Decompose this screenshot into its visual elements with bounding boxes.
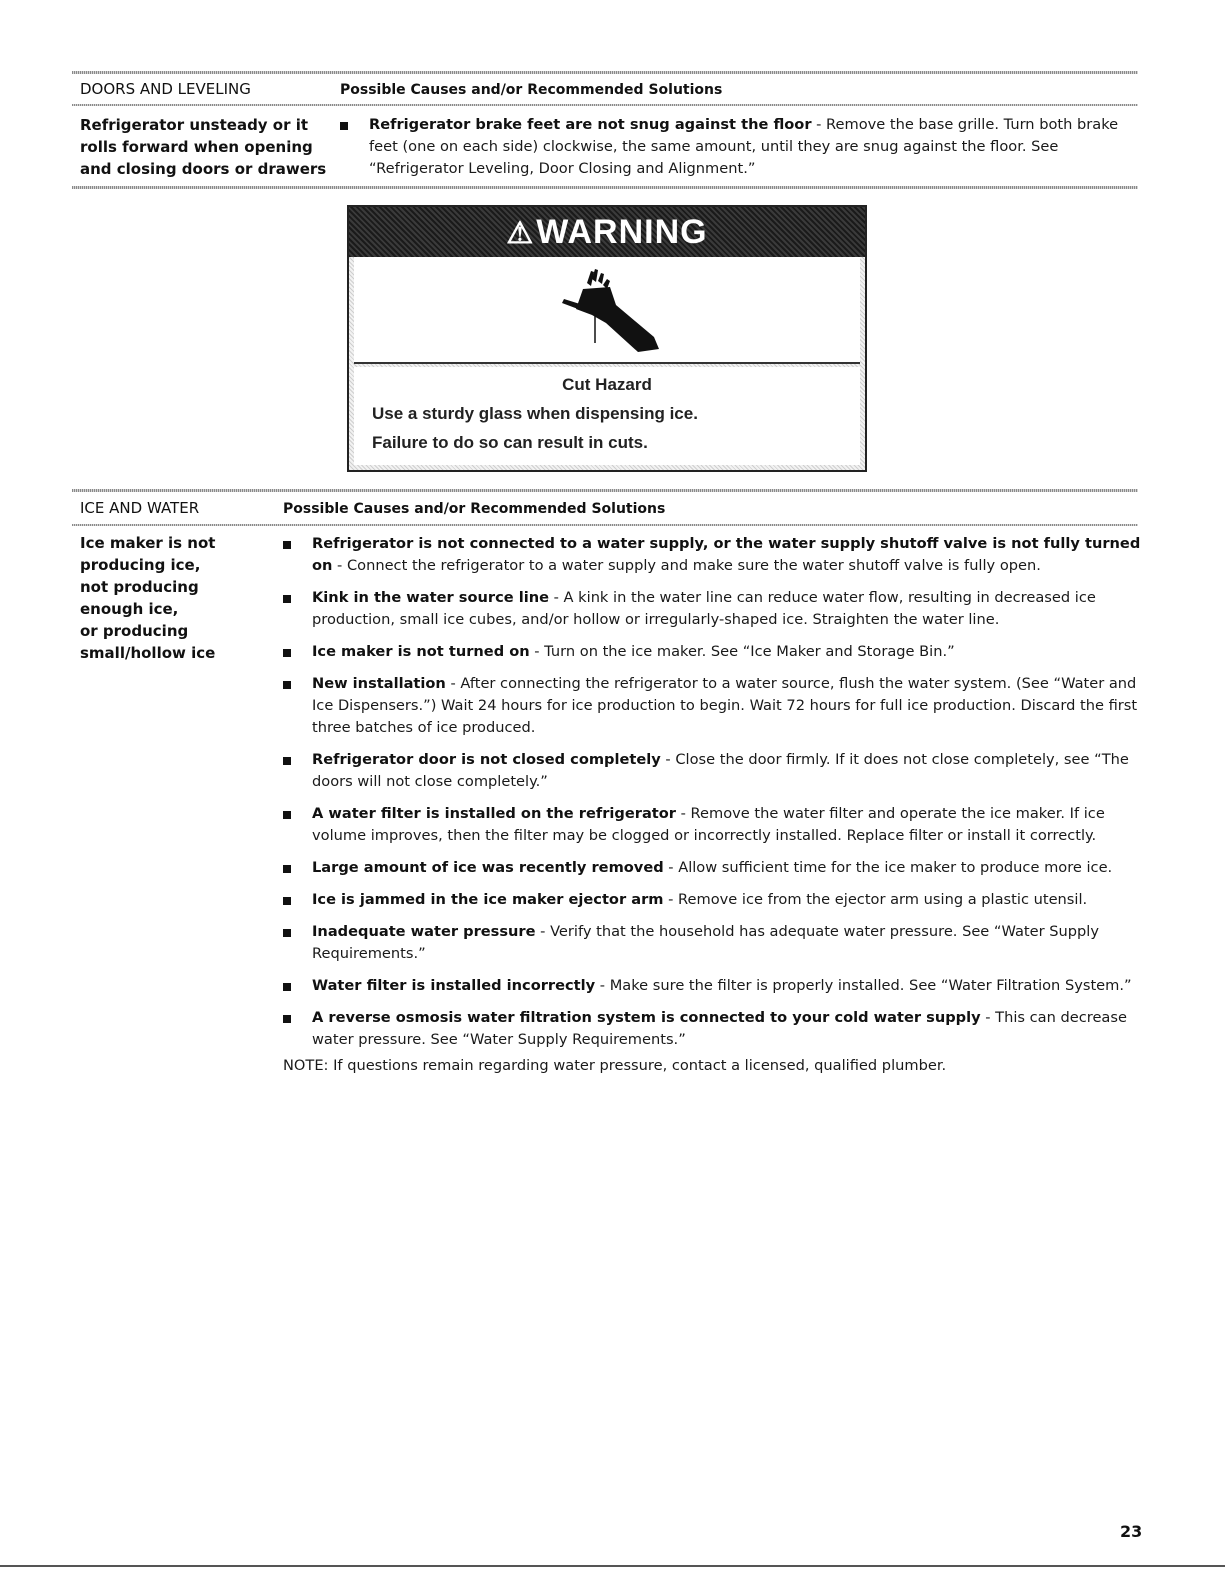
bullet-icon: [283, 929, 291, 937]
causes-heading: Possible Causes and/or Recommended Solutions: [283, 501, 666, 517]
cause-title: Refrigerator is not connected to a water supply, or the water supply shutoff valve is not fully turned on: [312, 535, 1141, 574]
cut-hand-icon: [354, 257, 860, 362]
section-heading-ice: ICE AND WATER: [80, 499, 200, 517]
warning-box: [347, 205, 867, 472]
header-rule: [72, 524, 1138, 526]
list-item: [283, 857, 1148, 879]
symptom-line: or producing: [80, 622, 189, 640]
bullet-icon: [283, 1015, 291, 1023]
symptom-doors: [80, 114, 330, 180]
solutions-list-doors: [340, 114, 1140, 180]
symptom-line: enough ice,: [80, 600, 179, 618]
cause-title: New installation: [312, 675, 446, 692]
warning-triangle-icon: ⚠: [506, 217, 535, 250]
cause-text: - Connect the refrigerator to a water supply and make sure the water shutoff valve is fully open.: [332, 557, 1041, 574]
note-text: If questions remain regarding water pressure, contact a licensed, qualified plumber.: [328, 1057, 947, 1074]
cause-text: - A kink in the water line can reduce water flow, resulting in decreased ice production, small ice cubes, and/or hollow or irregularly-shaped ice. Straighten the water line.: [312, 589, 1096, 628]
cause-title: Ice maker is not turned on: [312, 643, 530, 660]
symptom-line: producing ice,: [80, 556, 201, 574]
causes-heading: Possible Causes and/or Recommended Solutions: [340, 82, 723, 98]
bullet-icon: [283, 865, 291, 873]
cause-text: - Close the door firmly. If it does not close completely, see “The doors will not close completely.”: [312, 751, 1129, 790]
list-item: [283, 533, 1148, 577]
list-item: [283, 889, 1148, 911]
page-number: 23: [1120, 1522, 1143, 1541]
section-heading-doors: DOORS AND LEVELING: [80, 80, 251, 98]
bullet-icon: [283, 649, 291, 657]
symptom-line: not producing: [80, 578, 199, 596]
cause-text: - Make sure the filter is properly installed. See “Water Filtration System.”: [595, 977, 1132, 994]
symptom-line: Ice maker is not: [80, 534, 216, 552]
cause-text: - Remove ice from the ejector arm using a plastic utensil.: [663, 891, 1088, 908]
cause-title: Water filter is installed incorrectly: [312, 977, 596, 994]
cause-text: - Turn on the ice maker. See “Ice Maker and Storage Bin.”: [529, 643, 955, 660]
cause-text: - Allow sufficient time for the ice maker to produce more ice.: [663, 859, 1113, 876]
cause-title: A water filter is installed on the refrigerator: [312, 805, 677, 822]
header-rule: [72, 104, 1138, 106]
list-item: [283, 749, 1148, 793]
warning-text: [354, 367, 860, 465]
list-item: [283, 921, 1148, 965]
symptom-ice: [80, 532, 270, 664]
symptom-line: small/hollow ice: [80, 644, 216, 662]
symptom-line: Refrigerator unsteady or it: [80, 116, 309, 134]
cause-text: - This can decrease water pressure. See “Water Supply Requirements.”: [312, 1009, 1127, 1048]
list-item: [283, 587, 1148, 631]
cause-text: - Remove the base grille. Turn both brake feet (one on each side) clockwise, the same amount, until they are snug against the floor. See “Refrigerator Leveling, Door Closing and Alignment.”: [369, 116, 1119, 177]
cause-text: - After connecting the refrigerator to a water source, flush the water system. (See “Water and Ice Dispensers.”) Wait 24 hours for ice production to begin. Wait 72 hours for full ice production. Discard the first three batches of ice produced.: [312, 675, 1138, 736]
symptom-line: rolls forward when opening: [80, 138, 313, 156]
bullet-icon: [283, 541, 291, 549]
note-label: NOTE:: [283, 1057, 329, 1074]
bullet-icon: [283, 595, 291, 603]
bullet-icon: [283, 811, 291, 819]
warning-title: WARNING: [536, 213, 708, 251]
bullet-icon: [283, 897, 291, 905]
section-rule: [72, 489, 1138, 492]
list-item: [283, 641, 1148, 663]
bottom-rule: [0, 1565, 1225, 1567]
warning-title-bar: [349, 207, 865, 257]
warning-line: Failure to do so can result in cuts.: [372, 433, 648, 452]
cause-text: - Remove the water filter and operate the ice maker. If ice volume improves, then the filter may be clogged or incorrectly installed. Replace filter or install it correctly.: [312, 805, 1105, 844]
list-item: [283, 975, 1148, 997]
cause-title: Refrigerator door is not closed completely: [312, 751, 661, 768]
warning-image-area: [354, 257, 860, 364]
hazard-title: Cut Hazard: [562, 375, 652, 394]
solutions-list-ice: [283, 533, 1148, 1061]
cause-title: Refrigerator brake feet are not snug against the floor: [369, 116, 812, 133]
note: [283, 1057, 946, 1074]
warning-line: Use a sturdy glass when dispensing ice.: [372, 404, 698, 423]
cause-text: - Verify that the household has adequate water pressure. See “Water Supply Requirements.”: [312, 923, 1099, 962]
bullet-icon: [283, 681, 291, 689]
bullet-icon: [340, 122, 348, 130]
cause-title: A reverse osmosis water filtration system is connected to your cold water supply: [312, 1009, 981, 1026]
list-item: [283, 803, 1148, 847]
top-rule: [72, 71, 1138, 74]
cause-title: Kink in the water source line: [312, 589, 550, 606]
section-rule: [72, 186, 1138, 189]
list-item: [340, 114, 1140, 180]
symptom-line: and closing doors or drawers: [80, 160, 327, 178]
bullet-icon: [283, 983, 291, 991]
cause-title: Large amount of ice was recently removed: [312, 859, 664, 876]
cause-title: Inadequate water pressure: [312, 923, 536, 940]
bullet-icon: [283, 757, 291, 765]
list-item: [283, 1007, 1148, 1051]
cause-title: Ice is jammed in the ice maker ejector arm: [312, 891, 664, 908]
list-item: [283, 673, 1148, 739]
